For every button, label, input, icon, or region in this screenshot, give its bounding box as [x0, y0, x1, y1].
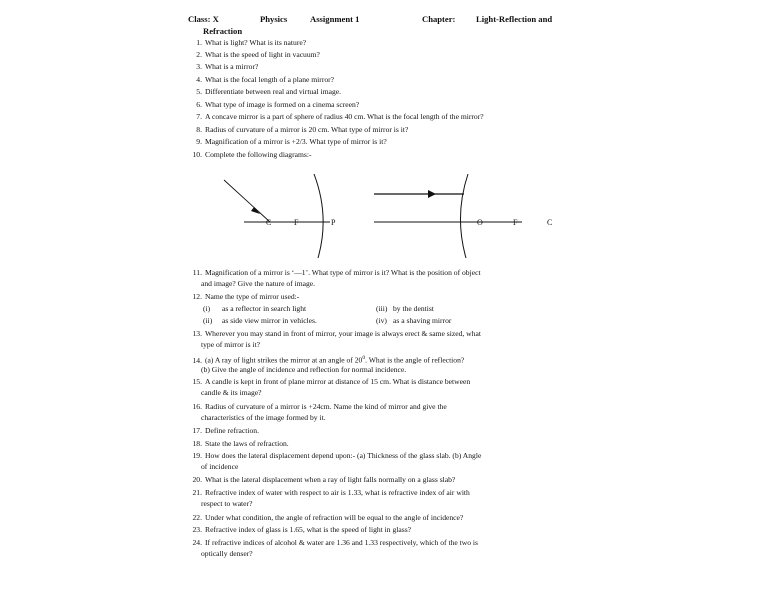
question-10: 10. Complete the following diagrams:- [192, 150, 312, 159]
question-24: 24. If refractive indices of alcohol & water are 1.36 and 1.33 respectively, which of the two is [192, 538, 478, 547]
question-22: 22. Under what condition, the angle of refraction will be equal to the angle of incidence? [192, 513, 464, 522]
question-1: 1. What is light? What is its nature? [196, 38, 307, 47]
option-iv-text: as a shaving mirror [393, 316, 452, 325]
ray-arrow-icon [428, 190, 436, 198]
question-15: 15. A candle is kept in front of plane mirror at distance of 15 cm. What is distance between [192, 377, 471, 386]
ray-arrow-icon [251, 207, 260, 214]
question-19-cont: of incidence [201, 462, 239, 471]
chapter-title: Light-Reflection and [476, 14, 553, 24]
question-14-cont: (b) Give the angle of incidence and reflection for normal incidence. [201, 365, 407, 374]
question-17: 17. Define refraction. [192, 426, 259, 435]
option-ii-label: (ii) [203, 316, 213, 325]
concave-mirror [314, 174, 323, 258]
label-f: F [513, 218, 518, 227]
diagram-concave-mirror-ray [210, 170, 350, 262]
question-6: 6. What type of image is formed on a cinema screen? [196, 100, 360, 109]
option-iii-text: by the dentist [393, 304, 434, 313]
question-18: 18. State the laws of refraction. [192, 439, 289, 448]
option-i-label: (i) [203, 304, 211, 313]
label-f: F [294, 218, 299, 227]
label-c: C [547, 218, 553, 227]
question-12: 12. Name the type of mirror used:- [192, 292, 300, 301]
diagram-convex-mirror-rays [372, 170, 562, 262]
label-c: C [266, 218, 272, 227]
question-13: 13. Wherever you may stand in front of mirror, your image is always erect & same sized, what [192, 329, 481, 338]
convex-mirror [460, 174, 468, 258]
question-8: 8. Radius of curvature of a mirror is 20 cm. What type of mirror is it? [196, 125, 409, 134]
chapter-label: Chapter: [422, 14, 456, 24]
question-24-cont: optically denser? [201, 549, 253, 558]
assignment-label: Assignment 1 [310, 14, 360, 24]
question-16-cont: characteristics of the image formed by it. [201, 413, 326, 422]
option-iii-label: (iii) [376, 304, 388, 313]
question-15-cont: candle & its image? [201, 388, 262, 397]
subject-label: Physics [260, 14, 288, 24]
class-label: Class: X [188, 14, 219, 24]
option-ii-text: as side view mirror in vehicles. [222, 316, 317, 325]
question-20: 20. What is the lateral displacement when a ray of light falls normally on a glass slab? [192, 475, 456, 484]
label-o: O [477, 218, 483, 227]
question-21-cont: respect to water? [201, 499, 253, 508]
question-21: 21. Refractive index of water with respect to air is 1.33, what is refractive index of air with [192, 488, 470, 497]
question-11: 11. Magnification of a mirror is ‘—1’. What type of mirror is it? What is the position of object [192, 268, 481, 277]
chapter-title-cont: Refraction [203, 26, 243, 36]
question-23: 23. Refractive index of glass is 1.65, what is the speed of light in glass? [192, 525, 412, 534]
option-iv-label: (iv) [376, 316, 387, 325]
incident-ray [224, 180, 270, 222]
question-13-cont: type of mirror is it? [201, 340, 261, 349]
question-5: 5. Differentiate between real and virtual image. [196, 87, 342, 96]
question-19: 19. How does the lateral displacement depend upon:- (a) Thickness of the glass slab. (b) Angle [192, 451, 482, 460]
question-16: 16. Radius of curvature of a mirror is +24cm. Name the kind of mirror and give the [192, 402, 447, 411]
question-4: 4. What is the focal length of a plane mirror? [196, 75, 335, 84]
question-9: 9. Magnification of a mirror is +2/3. What type of mirror is it? [196, 137, 387, 146]
question-2: 2. What is the speed of light in vacuum? [196, 50, 320, 59]
option-i-text: as a reflector in search light [222, 304, 307, 313]
question-11-cont: and image? Give the nature of image. [201, 279, 316, 288]
question-7: 7. A concave mirror is a part of sphere of radius 40 cm. What is the focal length of the mirror? [196, 112, 484, 121]
question-14: 14. (a) A ray of light strikes the mirror at an angle of $20^0$. What is the angle of reflection? [192, 355, 465, 365]
label-p: P [331, 218, 336, 227]
question-3: 3. What is a mirror? [196, 62, 259, 71]
